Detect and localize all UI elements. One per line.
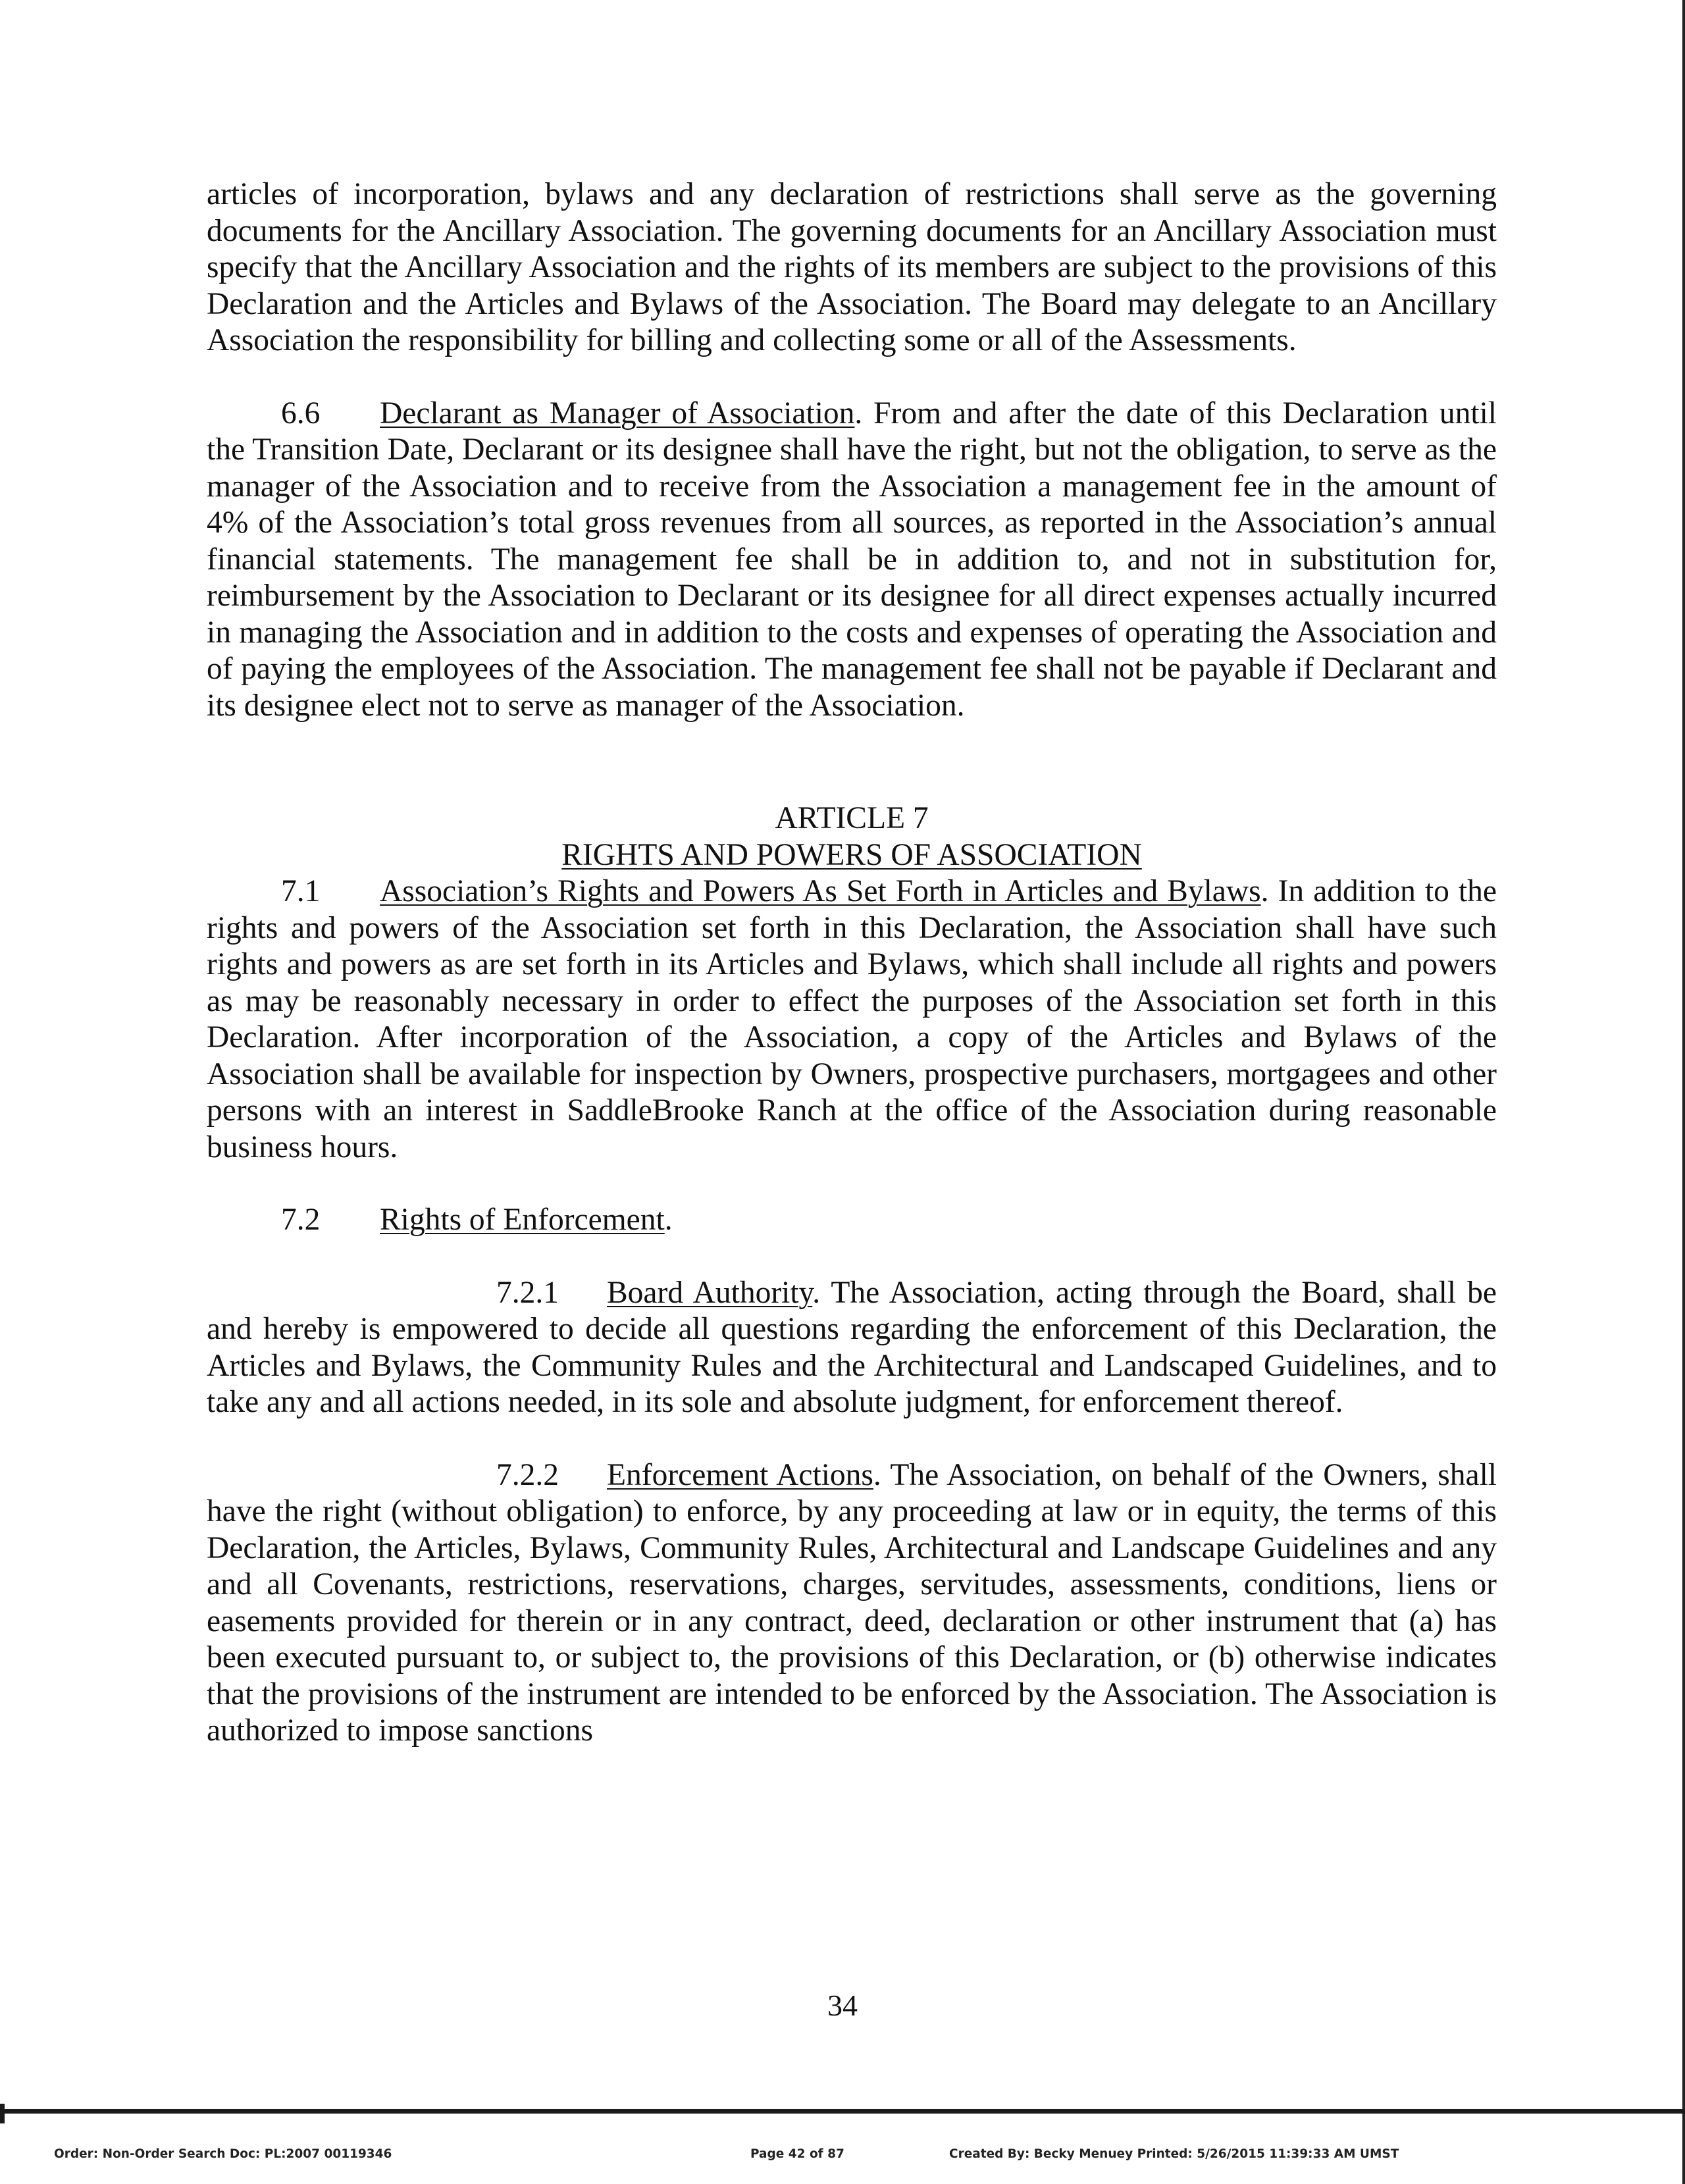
article-title: ARTICLE 7 [775,801,929,835]
section-heading: Association’s Rights and Powers As Set Forth in Articles and Bylaws [380,874,1261,908]
section-7-2-1 [207,1275,1497,1421]
section-number: 7.1 [281,874,321,908]
footer-print-info: Created By: Becky Menuey Printed: 5/26/2015 11:39:33 AM UMST [949,2147,1399,2161]
section-heading: Rights of Enforcement [380,1203,665,1237]
article-heading [207,800,1497,873]
section-number: 7.2.1 [496,1275,559,1310]
section-heading: Board Authority [607,1275,813,1310]
section-heading: Declarant as Manager of Association [380,396,855,430]
footer-tick [0,2104,5,2123]
section-7-2 [207,1202,1497,1239]
page-edge [1682,0,1685,2184]
section-number: 7.2 [281,1203,321,1237]
paragraph-continuation: articles of incorporation, bylaws and any declaration of restrictions shall serve as the governing documents for the Ancillary Association. The governing documents for an Ancillary Association must specify that the Ancillary Association and the rights of its members are subject to the provisions of this Declaration and the Articles and Bylaws of the Association. The Board may delegate to an Ancillary Association the responsibility for billing and collecting some or all of the Assessments. [207,177,1497,357]
section-number: 7.2.2 [496,1457,559,1492]
document-body [207,176,1497,1750]
page-number: 34 [827,1989,858,2022]
footer-divider [0,2109,1685,2114]
section-text: . From and after the date of this Declaration until the Transition Date, Declarant or its designee shall have the right, but not the obligation, to serve as the manager of the Association and to receive from the Association a management fee in the amount of 4% of the Association’s total gross revenues from all sources, as reported in the Association’s annual financial statements. The management fee shall be in addition to, and not in substitution for, reimbursement by the Association to Declarant or its designee for all direct expenses actually incurred in managing the Association and in addition to the costs and expenses of operating the Association and of paying the employees of the Association. The management fee shall not be payable if Declarant and its designee elect not to serve as manager of the Association. [207,396,1497,723]
section-7-2-2 [207,1457,1497,1750]
section-number: 6.6 [281,396,321,430]
section-text: . In addition to the rights and powers of the Association set forth in this Declaration, the Association shall have such rights and powers as are set forth in its Articles and Bylaws, which shall include all rights and powers as may be reasonably necessary in order to effect the purposes of the Association set forth in this Declaration. After incorporation of the Association, a copy of the Articles and Bylaws of the Association shall be available for inspection by Owners, prospective purchasers, mortgagees and other persons with an interest in SaddleBrooke Ranch at the office of the Association during reasonable business hours. [207,874,1497,1164]
article-subtitle: RIGHTS AND POWERS OF ASSOCIATION [561,837,1142,872]
section-6-6 [207,396,1497,725]
section-text: . The Association, acting through the Board, shall be and hereby is empowered to decide all questions regarding the enforcement of this Declaration, the Articles and Bylaws, the Community Rules and the Architectural and Landscaped Guidelines, and to take any and all actions needed, in its sole and absolute judgment, for enforcement thereof. [207,1275,1497,1419]
print-footer [0,2147,1685,2173]
section-text: . The Association, on behalf of the Owners, shall have the right (without obligation) to enforce, by any proceeding at law or in equity, the terms of this Declaration, the Articles, Bylaws, Community Rules, Architectural and Landscape Guidelines and any and all Covenants, restrictions, reservations, charges, servitudes, assessments, conditions, liens or easements provided for therein or in any contract, deed, declaration or other instrument that (a) has been executed pursuant to, or subject to, the provisions of this Declaration, or (b) otherwise indicates that the provisions of the instrument are intended to be enforced by the Association. The Association is authorized to impose sanctions [207,1457,1497,1748]
section-text: . [664,1203,673,1237]
footer-page-count: Page 42 of 87 [750,2147,844,2161]
section-7-1 [207,873,1497,1166]
footer-order-info: Order: Non-Order Search Doc: PL:2007 00119346 [54,2147,392,2161]
section-heading: Enforcement Actions [607,1457,873,1492]
